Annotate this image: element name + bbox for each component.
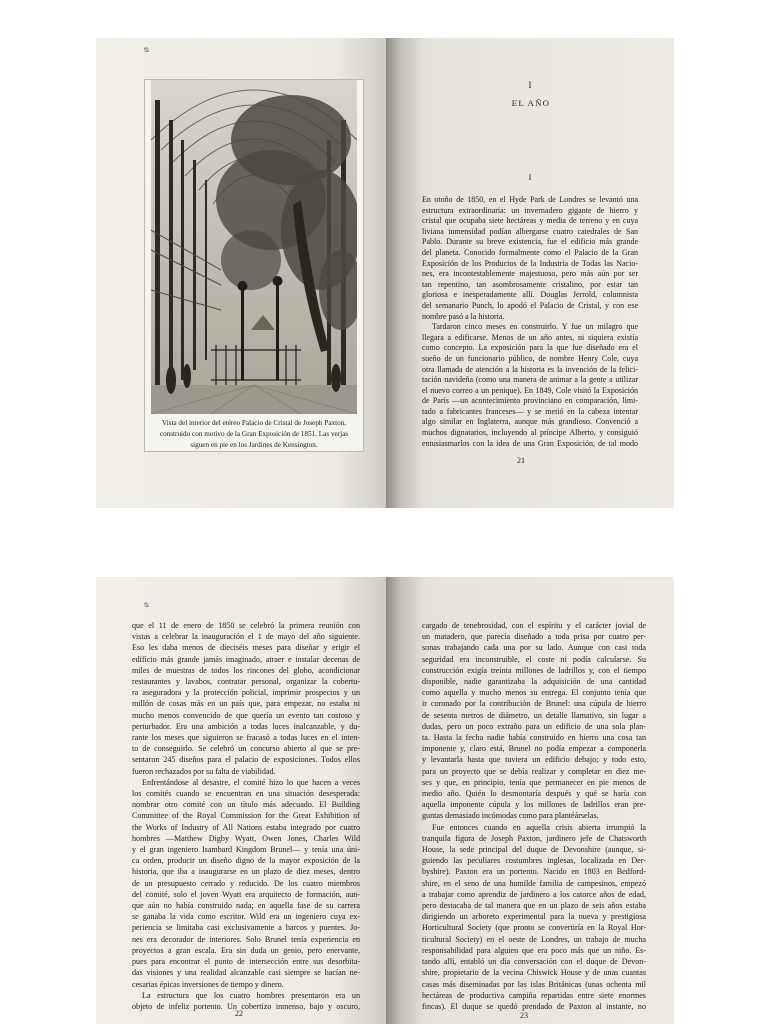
text-line: entusiasmarlos con la idea de una Gran Exposición, de tal modo xyxy=(422,438,638,448)
figure-caption xyxy=(147,418,361,450)
caption-line: Vista del interior del etéreo Palacio de Cristal de Joseph Paxton, xyxy=(161,419,347,427)
text-line: del semanario Punch, lo apodó el Palacio de Cristal, y con ese xyxy=(422,300,638,310)
text-line: medio año. Quién lo desmontaría después y qué se haría con xyxy=(422,789,646,799)
page-number: 22 xyxy=(235,1009,243,1018)
text-line: se ganaba la vida como escritor. Wild era un ingeniero cuya ex- xyxy=(132,912,360,922)
text-line: tando allí, entabló un día conversación con el duque de Devon- xyxy=(422,957,646,967)
chapter-title: EL AÑO xyxy=(511,98,551,108)
text-line: das visiones y una realidad alcanzable casi siempre se hacían ne- xyxy=(132,968,360,978)
text-line: del comité, solo el joven Wyatt era arquitecto de formación, aun- xyxy=(132,889,360,899)
text-line: tranquila figura de Joseph Paxton, jardinero jefe de Chatsworth xyxy=(422,833,646,843)
text-line: ticultural Society) en el oeste de Londres, un trabajo de mucha xyxy=(422,934,646,944)
text-line: byshire). Paxton era un portento. Nacido en 1803 en Bedford- xyxy=(422,867,646,877)
page-number: 21 xyxy=(517,456,525,465)
caption-line: construido con motivo de la Gran Exposición de 1851. Las verjas xyxy=(159,429,349,438)
text-line: nes, era incontestablemente majestuoso, pero más aún por ser xyxy=(422,269,638,279)
text-line: pero destacaba de tal manera que en un plazo de seis años estaba xyxy=(422,901,646,911)
text-line: de París —un acontecimiento provinciano en comparación, limi- xyxy=(422,396,638,406)
text-line: un matadero, que parecía diseñado a toda prisa por cuatro per- xyxy=(422,632,646,642)
text-line: los comités cuando se encuentran en una situación desesperada: xyxy=(132,789,360,799)
page-number: 23 xyxy=(520,1011,528,1020)
text-line: sonas trabajando cada una por su lado. Aunque con casi toda xyxy=(422,643,646,653)
text-line: algo similar en Inglaterra, aunque más grandioso. Convenció a xyxy=(422,417,638,427)
text-line: ir coronado por la contribución de Brunel: una cúpula de hierro xyxy=(422,699,646,709)
text-line: estructura extraordinaria: un invernadero gigante de hierro y xyxy=(422,205,638,215)
text-line: Enfrentándose al desastre, el comité hizo lo que hacen a veces xyxy=(142,777,360,787)
text-line: disponible, nadie garantizaba la adquisición de una cantidad xyxy=(422,677,646,687)
text-line: responsabilidad para alguien que era poco más que un niño. Es- xyxy=(422,945,646,955)
text-line: tan repentino, tan asombrosamente cristalino, por estar tan xyxy=(422,279,638,289)
text-line: hectáreas de productiva campiña repartidas entre siete enormes xyxy=(422,990,646,1000)
text-line: House, la sede principal del duque de Devonshire (aunque, si- xyxy=(422,845,646,855)
text-line: aquella imponente cúpula y los millones de ladrillos eran pre- xyxy=(422,800,646,810)
text-line: tado a fabricantes franceses— y se metió en la cabeza intentar xyxy=(422,406,638,416)
text-line: ses y que, en principio, tenía que permanecer en pie menos de xyxy=(422,777,646,787)
text-line: Pablo. Durante su breve existencia, fue el edificio más grande xyxy=(422,237,638,247)
text-line: y levantarla hasta que tuviera un edificio debajo; y todo esto, xyxy=(422,755,646,765)
text-line: ra aseguradora y la protección policial, imprimir prospectos y un xyxy=(132,688,360,698)
text-line: En otoño de 1850, en el Hyde Park de Londres se levantó una xyxy=(422,195,638,204)
text-line: hombres —Matthew Digby Wyatt, Owen Jones, Charles Wild xyxy=(132,833,360,843)
page-right-bottom xyxy=(386,577,674,1024)
text-line: ta. Hasta la fecha nadie había construido en hierro una cosa tan xyxy=(422,733,646,743)
text-line: como concepto. La exposición para la que fue diseñado era el xyxy=(422,343,638,353)
text-line: fueron rechazados por su falta de viabilidad. xyxy=(132,766,276,776)
book-spread-top xyxy=(96,38,674,508)
corner-mark: ᴓ xyxy=(144,599,149,609)
text-line: de sesenta metros de diámetro, un detalle llamativo, sin lugar a xyxy=(422,710,646,720)
text-line: Horticultural Society (que pronto se convertiría en la Royal Hor- xyxy=(422,923,646,933)
caption-line: siguen en pie en los Jardines de Kensington. xyxy=(190,440,318,449)
text-line: periencia se limitaba casi exclusivamente a barcos y puentes. Jo- xyxy=(132,923,360,933)
text-line: Tardaron cinco meses en construirlo. Y fue un milagro que xyxy=(432,322,638,332)
chapter-number: I xyxy=(528,80,532,90)
text-line: sentaron 245 diseños para el palacio de exposiciones. Todos ellos xyxy=(132,755,360,765)
text-line: Eso les daba menos de dieciséis meses para diseñar y erigir el xyxy=(132,643,360,653)
text-line: proyectos a gran escala. Era sin duda un genio, pero enervante, xyxy=(132,945,360,955)
text-line: rante los meses que siguieron se fracasó a todas luces en el inten- xyxy=(132,733,360,743)
text-line: restaurantes y lavabos, contratar personal, organizar la cobertu- xyxy=(132,677,360,687)
text-line: seguridad era inconstruible, el coste ni podía calcularse. Su xyxy=(422,654,646,664)
text-line: dirigiendo un arboreto experimental para la nueva y prestigiosa xyxy=(422,912,646,922)
text-line: nombre pasó a la historia. xyxy=(422,311,505,321)
text-line: como aquella y mucho menos su entrega. El conjunto tenía que xyxy=(422,688,646,698)
text-line: Exposición de los Productos de la Industria de Todas las Nacio- xyxy=(422,258,638,268)
text-line: sueño de un funcionario público, de nombre Henry Cole, cuya xyxy=(422,353,638,363)
text-line: llegara a edificarse. Menos de un año antes, ni siquiera existía xyxy=(422,332,638,342)
text-line: guntas demasiado incómodas como para plantéárselas. xyxy=(422,811,599,821)
text-line: Committee of the Royal Commission for the Great Exhibition of xyxy=(132,811,360,821)
text-line: edificio más grande jamás imaginado, atraer e instalar decenas de xyxy=(132,654,360,664)
text-line: nombrar otro comité con un título más adecuado. El Building xyxy=(132,800,360,810)
text-line: guiendo las peculiares costumbres inglesas, localizada en Der- xyxy=(422,856,646,866)
book-spread-bottom xyxy=(96,577,674,1024)
corner-mark: ᴓ xyxy=(144,44,149,54)
text-line: vistas a celebrar la inauguración el 1 de mayo del año siguiente. xyxy=(132,632,360,642)
text-line: que aún no había construido nada; en aquella fase de su carrera xyxy=(132,901,360,911)
text-line: y el gran ingeniero Isambard Kingdom Brunel— y tenía una úni- xyxy=(132,845,360,855)
text-line: otra llamada de atención a la historia es la invención de la felici- xyxy=(422,364,638,374)
text-line: tación navideña (como una manera de animar a la gente a utilizar xyxy=(422,375,638,385)
page-right-top xyxy=(386,38,674,508)
text-line: shire, propietario de la vecina Chiswick House y de unas cuantas xyxy=(422,968,646,978)
crystal-palace-illustration xyxy=(144,79,364,452)
text-line: mucho menos convencido de que quería un evento tan costoso y xyxy=(132,710,360,720)
text-line: para un proyecto que se debía realizar y completar en diez me- xyxy=(422,766,646,776)
text-line: nes era decorador de interiores. Solo Brunel tenía experiencia en xyxy=(132,934,360,944)
page-left-top xyxy=(96,38,386,508)
text-line: pues para encontrar el punto de intersección entre sus desorbita- xyxy=(132,957,360,967)
text-line: cargado de tenebrosidad, con el espíritu y el carácter jovial de xyxy=(422,621,646,630)
text-line: el nuevo correo a un penique). En 1849, Cole visitó la Exposición xyxy=(422,385,638,395)
text-line: the Works of Industry of All Nations estaba integrado por cuatro xyxy=(132,822,360,832)
text-line: historia, que iba a inaugurarse en un plazo de diez meses, dentro xyxy=(132,867,360,877)
text-line: miles de muestras de todos los rincones del globo, acondicionar xyxy=(132,665,360,675)
engraving-image xyxy=(151,80,357,414)
text-line: liviana inmensidad podían albergarse cuatro catedrales de San xyxy=(422,226,638,236)
text-line: cesarias épicas inversiones de tiempo y dinero. xyxy=(132,979,284,989)
text-line: cristal que ocupaba siete hectáreas y media de terreno y en cuya xyxy=(422,216,638,226)
text-line: fincas). El duque se quedó prendado de Paxton al instante, no xyxy=(422,1001,646,1011)
text-line: dudas, pero un poco extraño para un edificio de una sola plan- xyxy=(422,721,646,731)
text-line: ca orden, producir un diseño digno de la mayor exposición de la xyxy=(132,856,360,866)
text-line: to de conseguirlo. Se celebró un concurso abierto al que se pre- xyxy=(132,744,360,754)
text-line: a trabajar como aprendiz de jardinero a los catorce años de edad, xyxy=(422,889,646,899)
text-line: objeto de infeliz portento. Un cobertizo inmenso, bajo y oscuro, xyxy=(132,1001,360,1011)
text-line: millón de cosas más en un país que, para empezar, no estaba ni xyxy=(132,699,360,709)
body-text xyxy=(422,195,638,449)
body-text xyxy=(422,620,646,1012)
text-line: Fue entonces cuando en aquella crisis abierta irrumpió la xyxy=(432,822,646,832)
text-line: perturbador. Era una ambición a todas luces inalcanzable, y du- xyxy=(132,721,360,731)
text-line: casas más diseminadas por las islas Británicas (unas ochenta mil xyxy=(422,979,646,989)
text-line: gloriosa e inesperadamente allí. Douglas Jerrold, columnista xyxy=(422,290,638,300)
text-line: del planeta. Conocido formalmente como el Palacio de la Gran xyxy=(422,247,638,257)
text-line: shire, en el seno de una humilde familia de campesinos, empezó xyxy=(422,878,646,888)
body-text xyxy=(132,620,360,1012)
text-line: La estructura que los cuatro hombres presentaron era un xyxy=(142,990,360,1000)
text-line: muchos dignatarios, incluyendo al príncipe Alberto, y consiguió xyxy=(422,428,638,438)
text-line: que el 11 de enero de 1850 se celebró la primera reunión con xyxy=(132,621,360,630)
text-line: de un presupuesto cerrado y reducido. De los cuatro miembros xyxy=(132,878,360,888)
page-left-bottom xyxy=(96,577,386,1024)
text-line: construcción exigía treinta millones de ladrillos y, con el tiempo xyxy=(422,665,646,675)
text-line: imponente y, claro está, Brunel no podía empezar a componerla xyxy=(422,744,646,754)
section-number: I xyxy=(528,173,532,182)
